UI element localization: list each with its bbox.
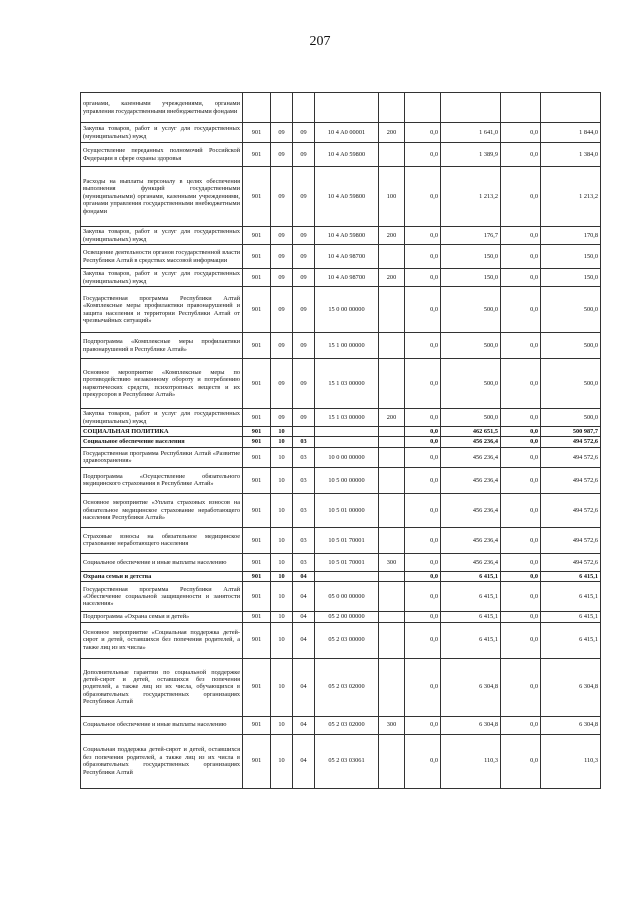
row-value-3: 0,0 [501,612,541,622]
row-section: 10 [271,716,293,734]
row-expense-type [379,658,405,716]
row-expense-type: 200 [379,227,405,245]
row-section: 10 [271,527,293,553]
row-name: Социальное обеспечение и иные выплаты населению [81,716,243,734]
row-code: 901 [243,716,271,734]
row-value-2: 500,0 [441,333,501,359]
page-number: 207 [309,34,331,49]
row-name: Государственная программа Республики Алтай «Развитие здравоохранения» [81,447,243,467]
row-value-1: 0,0 [405,409,441,427]
row-subsection: 04 [293,582,315,612]
row-value-4: 494 572,6 [541,493,601,527]
row-name: Социальная поддержка детей-сирот и детей, оставшихся без попечения родителей, а также лиц из их числа в образовательных государственных организациях Республики Алтай [81,734,243,788]
row-name: Подпрограмма «Охрана семьи и детей» [81,612,243,622]
row-value-4: 170,8 [541,227,601,245]
row-section: 09 [271,123,293,143]
row-value-4: 494 572,6 [541,527,601,553]
row-value-3: 0,0 [501,493,541,527]
row-value-2: 150,0 [441,245,501,269]
table-row [81,493,601,527]
row-subsection: 09 [293,143,315,167]
row-value-4: 494 572,6 [541,437,601,447]
row-subsection: 04 [293,734,315,788]
row-subsection: 03 [293,447,315,467]
table-row [81,734,601,788]
row-value-2: 462 651,5 [441,427,501,437]
row-value-4: 6 304,8 [541,658,601,716]
row-expense-type: 200 [379,409,405,427]
row-subsection: 03 [293,437,315,447]
row-value-2: 456 236,4 [441,447,501,467]
row-code [243,93,271,123]
row-value-4: 500,0 [541,409,601,427]
row-value-4: 6 415,1 [541,612,601,622]
row-name: Социальное обеспечение населения [81,437,243,447]
row-value-4: 500,0 [541,359,601,409]
row-value-4: 1 384,0 [541,143,601,167]
row-name: Закупка товаров, работ и услуг для государственных (муниципальных) нужд [81,123,243,143]
row-subsection: 04 [293,612,315,622]
row-value-4: 500,0 [541,333,601,359]
row-value-3: 0,0 [501,269,541,287]
row-code: 901 [243,359,271,409]
row-section: 10 [271,493,293,527]
table-row [81,143,601,167]
table-row [81,227,601,245]
row-value-3: 0,0 [501,409,541,427]
row-code: 901 [243,493,271,527]
row-subsection: 03 [293,553,315,571]
row-section: 10 [271,437,293,447]
row-code: 901 [243,167,271,227]
row-value-3 [501,93,541,123]
row-value-3: 0,0 [501,287,541,333]
row-code: 901 [243,333,271,359]
row-value-2: 6 415,1 [441,622,501,658]
row-value-2: 150,0 [441,269,501,287]
row-expense-type [379,571,405,581]
table-row [81,622,601,658]
row-expense-type [379,437,405,447]
row-subsection: 09 [293,409,315,427]
row-value-2: 176,7 [441,227,501,245]
row-expense-type [379,359,405,409]
row-expense-type [379,287,405,333]
row-expense-type [379,333,405,359]
row-target-article: 10 5 01 00000 [315,493,379,527]
row-subsection: 03 [293,527,315,553]
row-code: 901 [243,658,271,716]
row-code: 901 [243,269,271,287]
row-section: 10 [271,582,293,612]
row-subsection: 04 [293,658,315,716]
row-value-1: 0,0 [405,143,441,167]
row-name: Государственная программа Республики Алтай «Обеспечение социальной защищенности и занятости населения» [81,582,243,612]
row-code: 901 [243,622,271,658]
row-target-article: 05 2 03 03061 [315,734,379,788]
row-target-article: 10 5 01 70001 [315,527,379,553]
row-expense-type [379,493,405,527]
row-value-1: 0,0 [405,167,441,227]
row-value-2: 6 415,1 [441,612,501,622]
table-row [81,527,601,553]
row-section: 09 [271,359,293,409]
row-value-1: 0,0 [405,571,441,581]
row-value-4: 110,3 [541,734,601,788]
row-value-3: 0,0 [501,622,541,658]
row-name: Основное мероприятие «Комплексные меры по противодействию незаконному обороту и потреблению наркотических средств, психотропных веществ и их прекурсоров в Республике Алтай» [81,359,243,409]
row-target-article: 10 4 A0 98700 [315,245,379,269]
table-row [81,245,601,269]
row-subsection: 09 [293,245,315,269]
row-value-1: 0,0 [405,427,441,437]
row-value-2 [441,93,501,123]
row-subsection [293,427,315,437]
row-subsection: 04 [293,571,315,581]
row-value-2: 456 236,4 [441,467,501,493]
row-expense-type [379,427,405,437]
row-value-4: 6 415,1 [541,622,601,658]
row-value-3: 0,0 [501,123,541,143]
table-row [81,437,601,447]
row-value-3: 0,0 [501,333,541,359]
row-name: Закупка товаров, работ и услуг для государственных (муниципальных) нужд [81,269,243,287]
table-row [81,447,601,467]
row-value-1 [405,93,441,123]
row-value-3: 0,0 [501,447,541,467]
table-row [81,167,601,227]
row-section: 10 [271,612,293,622]
row-value-3: 0,0 [501,582,541,612]
row-expense-type [379,622,405,658]
row-value-2: 6 415,1 [441,571,501,581]
row-section: 09 [271,227,293,245]
row-expense-type [379,467,405,493]
row-name: СОЦИАЛЬНАЯ ПОЛИТИКА [81,427,243,437]
row-subsection: 03 [293,493,315,527]
row-name: Расходы на выплаты персоналу в целях обеспечения выполнения функций государственными (муниципальными) органами, казенными учреждениями, органами управления государственными внебюджетными фондами [81,167,243,227]
row-value-1: 0,0 [405,333,441,359]
row-value-1: 0,0 [405,493,441,527]
row-value-1: 0,0 [405,658,441,716]
row-value-4 [541,93,601,123]
row-section [271,93,293,123]
row-section: 10 [271,553,293,571]
row-value-4: 6 415,1 [541,571,601,581]
row-target-article: 05 2 03 00000 [315,622,379,658]
row-value-3: 0,0 [501,716,541,734]
table-row [81,716,601,734]
row-subsection: 09 [293,333,315,359]
row-value-1: 0,0 [405,269,441,287]
row-value-4: 150,0 [541,245,601,269]
row-name: Закупка товаров, работ и услуг для государственных (муниципальных) нужд [81,409,243,427]
row-name: Основное мероприятие «Социальная поддержка детей-сирот и детей, оставшихся без попечения родителей, а также лиц из их числа» [81,622,243,658]
row-name: Осуществление переданных полномочий Российской Федерации в сфере охраны здоровья [81,143,243,167]
row-section: 09 [271,409,293,427]
row-expense-type [379,93,405,123]
row-section: 09 [271,245,293,269]
table-row [81,427,601,437]
row-code: 901 [243,409,271,427]
row-value-4: 500 987,7 [541,427,601,437]
row-value-1: 0,0 [405,467,441,493]
row-value-1: 0,0 [405,447,441,467]
table-row [81,612,601,622]
table-row [81,333,601,359]
row-target-article: 15 1 03 00000 [315,359,379,409]
row-name: Социальное обеспечение и иные выплаты населению [81,553,243,571]
row-value-1: 0,0 [405,227,441,245]
row-target-article [315,427,379,437]
row-value-3: 0,0 [501,553,541,571]
row-value-3: 0,0 [501,467,541,493]
row-target-article: 10 4 A0 59800 [315,227,379,245]
row-value-4: 6 304,8 [541,716,601,734]
row-target-article: 05 2 03 02000 [315,658,379,716]
row-name: Охрана семьи и детства [81,571,243,581]
table-row [81,123,601,143]
row-section: 09 [271,333,293,359]
budget-table [80,92,601,789]
row-code: 901 [243,734,271,788]
row-expense-type: 300 [379,553,405,571]
row-value-3: 0,0 [501,734,541,788]
row-target-article [315,93,379,123]
row-value-2: 456 236,4 [441,437,501,447]
row-value-3: 0,0 [501,437,541,447]
table-row [81,582,601,612]
row-name: Основное мероприятие «Уплата страховых взносов на обязательное медицинское страхование неработающего населения Республики Алтай» [81,493,243,527]
row-value-4: 6 415,1 [541,582,601,612]
row-expense-type [379,612,405,622]
row-value-2: 110,3 [441,734,501,788]
row-section: 09 [271,143,293,167]
row-section: 10 [271,467,293,493]
row-code: 901 [243,582,271,612]
row-section: 09 [271,287,293,333]
row-target-article: 05 2 03 02000 [315,716,379,734]
row-value-2: 456 236,4 [441,553,501,571]
row-value-2: 456 236,4 [441,527,501,553]
row-target-article: 10 4 A0 98700 [315,269,379,287]
row-value-4: 494 572,6 [541,553,601,571]
row-expense-type: 300 [379,716,405,734]
table-row [81,409,601,427]
row-code: 901 [243,427,271,437]
row-expense-type: 100 [379,167,405,227]
row-value-2: 6 304,8 [441,658,501,716]
row-name: Подпрограмма «Комплексные меры профилактики правонарушений в Республике Алтай» [81,333,243,359]
row-target-article: 10 4 A0 59800 [315,143,379,167]
row-subsection: 09 [293,167,315,227]
row-target-article: 10 4 A0 59800 [315,167,379,227]
row-code: 901 [243,287,271,333]
row-target-article: 10 5 00 00000 [315,467,379,493]
row-target-article: 05 0 00 00000 [315,582,379,612]
row-value-2: 456 236,4 [441,493,501,527]
row-value-3: 0,0 [501,658,541,716]
row-target-article: 05 2 00 00000 [315,612,379,622]
row-value-1: 0,0 [405,622,441,658]
row-code: 901 [243,553,271,571]
table-row [81,269,601,287]
table-row [81,93,601,123]
row-expense-type [379,734,405,788]
row-code: 901 [243,245,271,269]
row-value-3: 0,0 [501,571,541,581]
row-value-4: 494 572,6 [541,447,601,467]
row-expense-type [379,143,405,167]
row-value-1: 0,0 [405,716,441,734]
row-value-1: 0,0 [405,245,441,269]
row-value-4: 1 844,0 [541,123,601,143]
row-value-4: 494 572,6 [541,467,601,493]
row-expense-type [379,447,405,467]
row-target-article [315,571,379,581]
row-subsection: 04 [293,716,315,734]
row-section: 10 [271,427,293,437]
row-value-3: 0,0 [501,359,541,409]
row-code: 901 [243,527,271,553]
row-value-1: 0,0 [405,553,441,571]
row-value-1: 0,0 [405,123,441,143]
table-row [81,467,601,493]
row-subsection: 09 [293,287,315,333]
row-section: 10 [271,658,293,716]
row-section: 10 [271,571,293,581]
table-row [81,553,601,571]
row-target-article: 10 0 00 00000 [315,447,379,467]
row-value-1: 0,0 [405,359,441,409]
row-subsection: 09 [293,359,315,409]
row-value-3: 0,0 [501,245,541,269]
row-name: Государственная программа Республики Алтай «Комплексные меры профилактики правонарушений и защита населения и территории Республики Алтай от чрезвычайных ситуаций» [81,287,243,333]
row-value-1: 0,0 [405,437,441,447]
row-value-2: 500,0 [441,409,501,427]
table-row [81,658,601,716]
row-code: 901 [243,143,271,167]
row-value-4: 1 213,2 [541,167,601,227]
row-name: Дополнительные гарантии по социальной поддержке детей-сирот и детей, оставшихся без попечения родителей, а также лиц из их числа, обучающихся в образовательных государственных организациях Республики Алтай [81,658,243,716]
row-value-2: 1 389,9 [441,143,501,167]
row-target-article: 15 1 00 00000 [315,333,379,359]
row-value-1: 0,0 [405,287,441,333]
row-name: Закупка товаров, работ и услуг для государственных (муниципальных) нужд [81,227,243,245]
row-value-2: 6 415,1 [441,582,501,612]
row-subsection: 03 [293,467,315,493]
row-value-1: 0,0 [405,612,441,622]
row-value-3: 0,0 [501,527,541,553]
row-expense-type: 200 [379,269,405,287]
row-subsection: 04 [293,622,315,658]
table-body [81,93,601,789]
row-value-1: 0,0 [405,582,441,612]
table-row [81,571,601,581]
row-target-article: 15 0 00 00000 [315,287,379,333]
row-value-3: 0,0 [501,143,541,167]
row-code: 901 [243,612,271,622]
row-code: 901 [243,227,271,245]
row-section: 10 [271,622,293,658]
row-name: Освещение деятельности органов государственной власти Республики Алтай в средствах массовой информации [81,245,243,269]
row-value-2: 6 304,8 [441,716,501,734]
row-value-2: 1 213,2 [441,167,501,227]
row-target-article: 15 1 03 00000 [315,409,379,427]
row-expense-type [379,527,405,553]
row-subsection: 09 [293,269,315,287]
row-subsection: 09 [293,227,315,245]
row-value-3: 0,0 [501,227,541,245]
table-row [81,359,601,409]
row-value-2: 500,0 [441,287,501,333]
row-value-3: 0,0 [501,427,541,437]
row-target-article [315,437,379,447]
row-expense-type: 200 [379,123,405,143]
row-value-3: 0,0 [501,167,541,227]
row-code: 901 [243,467,271,493]
row-target-article: 10 4 A0 00001 [315,123,379,143]
row-code: 901 [243,571,271,581]
row-target-article: 10 5 01 70001 [315,553,379,571]
row-section: 10 [271,734,293,788]
row-value-1: 0,0 [405,527,441,553]
row-code: 901 [243,123,271,143]
row-name: Страховые взносы на обязательное медицинское страхование неработающего населения [81,527,243,553]
table-row [81,287,601,333]
row-value-4: 500,0 [541,287,601,333]
row-value-2: 1 641,0 [441,123,501,143]
row-code: 901 [243,437,271,447]
row-expense-type [379,245,405,269]
row-subsection [293,93,315,123]
row-code: 901 [243,447,271,467]
row-subsection: 09 [293,123,315,143]
row-value-2: 500,0 [441,359,501,409]
row-name: органами, казенными учреждениями, органами управления государственными внебюджетными фондами [81,93,243,123]
row-expense-type [379,582,405,612]
row-name: Подпрограмма «Осуществление обязательного медицинского страхования в Республике Алтай» [81,467,243,493]
row-section: 09 [271,167,293,227]
row-value-4: 150,0 [541,269,601,287]
row-section: 10 [271,447,293,467]
row-section: 09 [271,269,293,287]
row-value-1: 0,0 [405,734,441,788]
